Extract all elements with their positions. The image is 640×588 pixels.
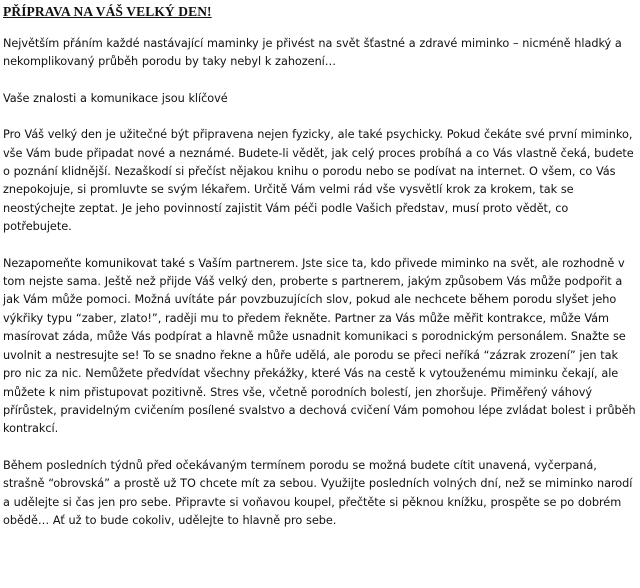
body-paragraph-preparation: Pro Váš velký den je užitečné být připravena nejen fyzicky, ale také psychicky. Pokud čekáte své první miminko, vše Vám bude připadat nové a neznámé. Budete-li vědět, jak celý proces probíhá a co Vás vlastně čeká, budete o poznání klidnější. Nezaškodí si přečíst nějakou knihu o porodu nebo se podívat na internet. O všem, co Vás znepokojuje, si promluvte se svým lékařem. Určitě Vám velmi rád vše vysvětlí krok za krokem, tak se neostýchejte zeptat. Je jeho povinností zajistit Vám péči podle Vašich představ, musí proto vědět, co potřebujete. [3, 128, 634, 234]
page-title: PŘÍPRAVA NA VÁŠ VELKÝ DEN! [3, 4, 212, 19]
document-page [3, 0, 637, 530]
body-paragraph-last-weeks: Během posledních týdnů před očekávaným termínem porodu se možná budete cítit unavená, vyčerpaná, strašně “obrovská” a prostě už TO chcete mít za sebou. Využijte posledních volných dní, než se miminko narodí a udělejte si čas jen pro sebe. Připravte si voňavou koupel, přečtěte si pěknou knížku, prospěte se po dobrém obědě… Ať už to bude cokoliv, udělejte to hlavně pro sebe. [3, 458, 633, 527]
section-subheading: Vaše znalosti a komunikace jsou klíčové [3, 91, 228, 105]
body-paragraph-partner: Nezapomeňte komunikovat také s Vaším partnerem. Jste sice ta, kdo přivede miminko na svět, ale rozhodně v tom nejste sama. Ještě než přijde Váš velký den, proberte s partnerem, jakým způsobem Vás může podpořit a jak Vám může pomoci. Možná uvítáte pár povzbuzujících slov, pokud ale nechcete během porodu slyšet jeho výkřiky typu “zaber, zlato!”, raději mu to předem řekněte. Partner za Vás může měřit kontrakce, může Vám masírovat záda, může Vás podpírat a hlavně může usnadnit komunikaci s porodnickým personálem. Snažte se uvolnit a nestresujte se! To se snadno řekne a hůře udělá, ale porodu se přeci neříká “zázrak zrození” jen tak pro nic za nic. Nemůžete předvídat všechny překážky, které Vás na cestě k vytouženému miminku čekají, ale můžete k nim přistupovat pozitivně. Stres vše, včetně porodních bolestí, jen zhoršuje. Přiměřený váhový přírůstek, pravidelným cvičením posílené svalstvo a dechová cvičení Vám pomohou lépe zvládat bolest i průběh kontrakcí. [3, 256, 636, 436]
intro-paragraph: Největším přáním každé nastávající maminky je přivést na svět šťastné a zdravé miminko – nicméně hladký a nekomplikovaný průběh porodu by taky nebyl k zahození… [3, 37, 622, 69]
